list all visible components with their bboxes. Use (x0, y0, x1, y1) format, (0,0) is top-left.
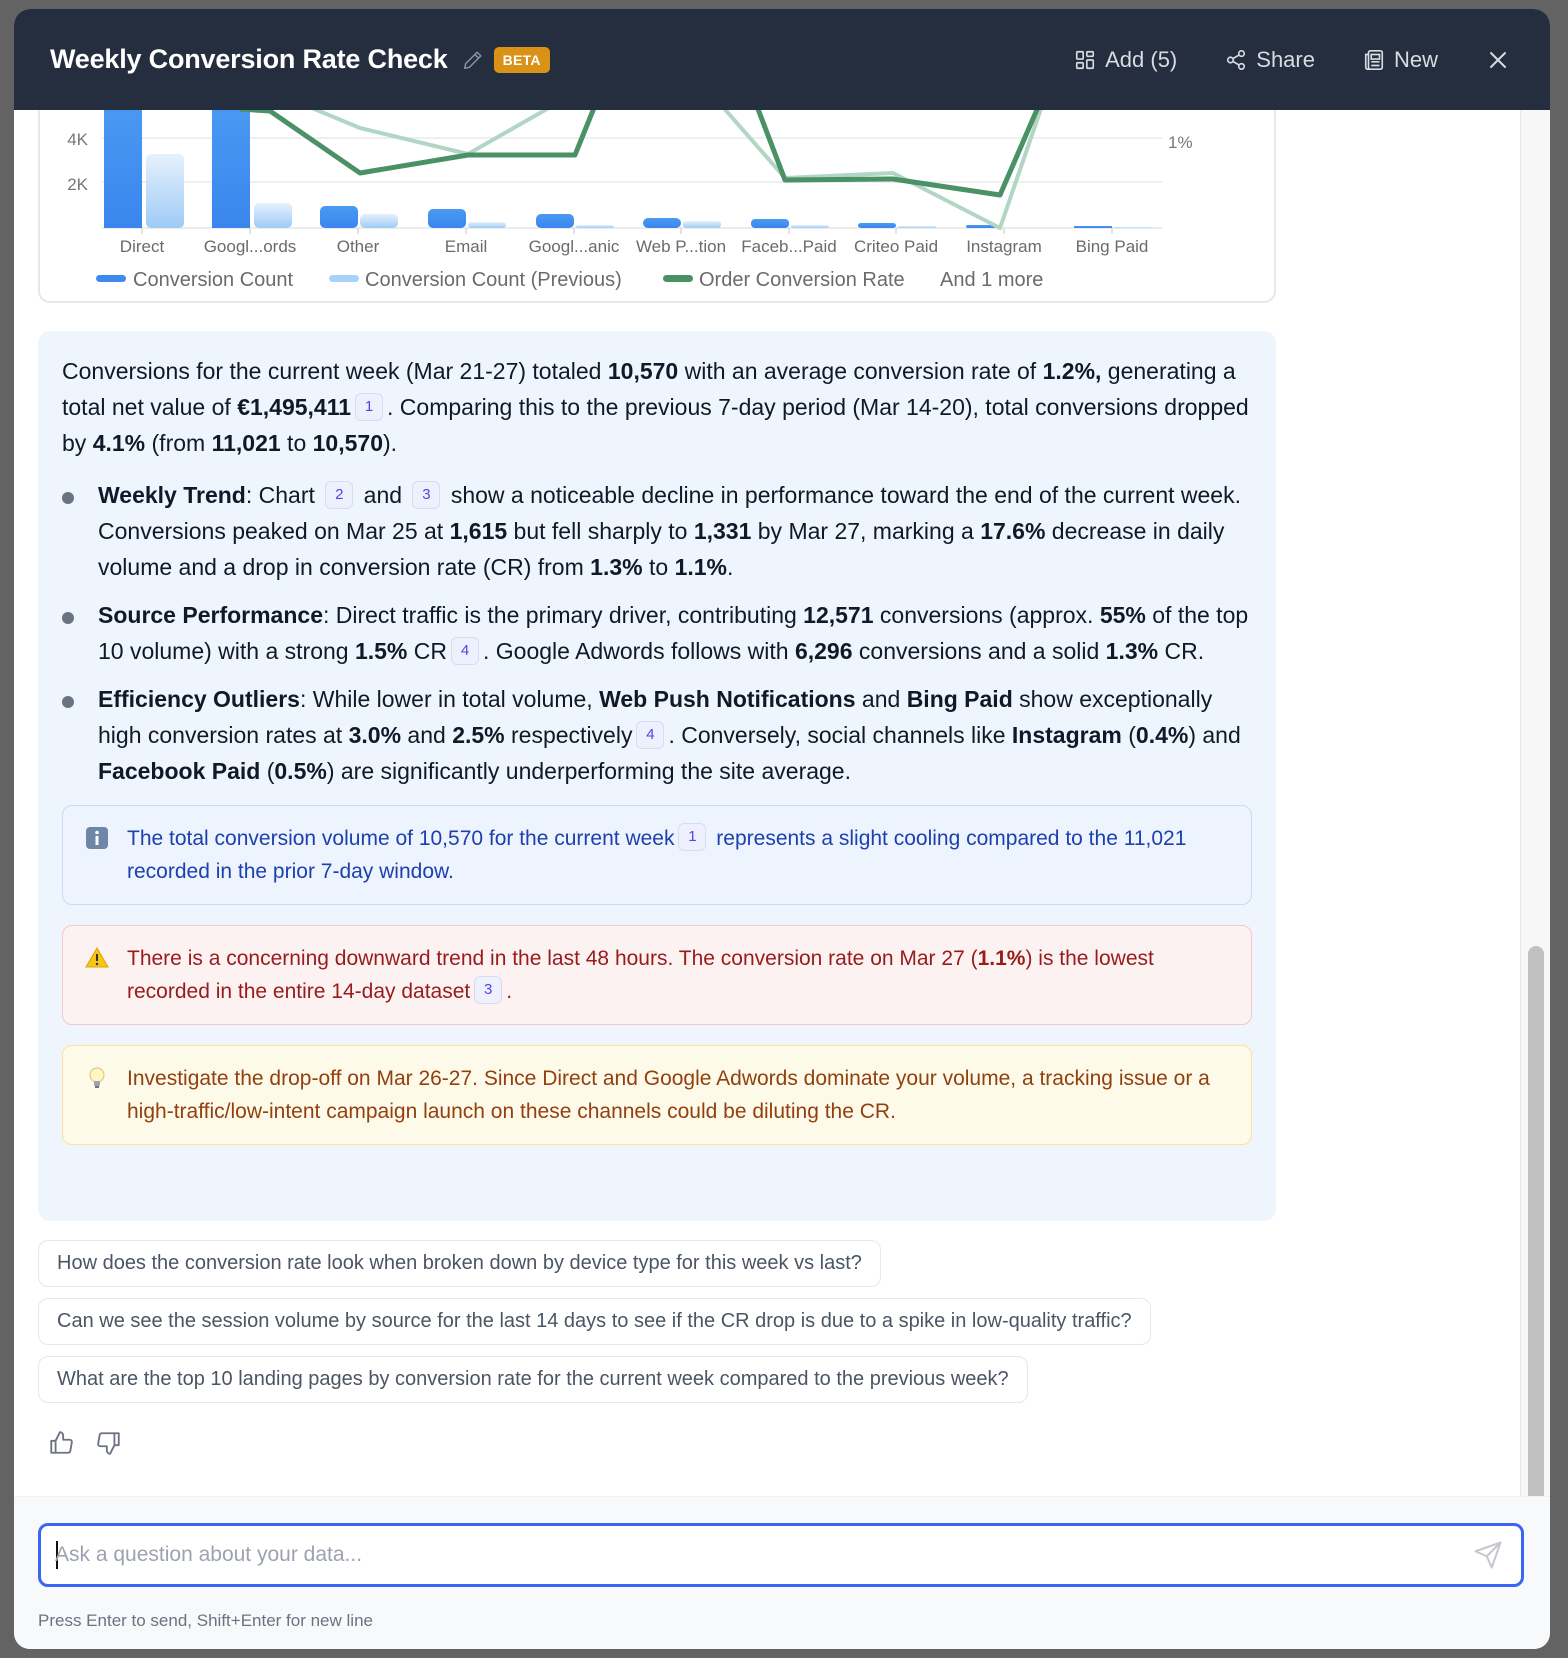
suggested-questions (38, 1240, 1151, 1403)
legend-order-conversion-rate: Order Conversion Rate (699, 269, 905, 291)
ai-summary (38, 331, 1276, 1221)
message-input-box (38, 1523, 1524, 1587)
conversion-chart (40, 110, 1276, 303)
lightbulb-icon (85, 1066, 109, 1090)
legend-conversion-count: Conversion Count (133, 269, 294, 291)
new-button-label: New (1393, 46, 1438, 72)
grid-icon (1074, 49, 1096, 71)
bullet-weekly-trend: Weekly Trend: Chart 2 and 3 show a noticeable decline in performance toward the end of the current week. Conversions peaked on Mar 25 at 1,615 but fell sharply to 1,331 by Mar 27, marking a 17.6% decrease in daily volume and a drop in conversion rate (CR) from 1.3% to 1.1%. (62, 477, 1252, 585)
series-previous-rate (240, 110, 1055, 228)
add-button-label: Add (5) (1105, 46, 1178, 72)
citation-ref[interactable]: 3 (474, 976, 502, 1004)
composer-hint: Press Enter to send, Shift+Enter for new line (38, 1611, 373, 1630)
x-label: Email (444, 237, 488, 256)
x-label: Faceb...Paid (741, 237, 837, 256)
summary-intro: Conversions for the current week (Mar 21-27) totaled 10,570 with an average conversion rate of 1.2%, generating a total net value of €1,495,411 1 . Comparing this to the previous 7-day period (Mar 14-20), total conversions dropped by 4.1% (from 11,021 to 10,570). (62, 358, 1249, 456)
thumbs-up-icon[interactable] (48, 1430, 74, 1456)
info-callout: The total conversion volume of 10,570 for the current week 1 represents a slight cooling compared to the 11,021 recorded in the prior 7-day window. (62, 805, 1252, 905)
citation-ref[interactable]: 1 (355, 393, 383, 421)
citation-ref[interactable]: 1 (678, 823, 706, 851)
newspaper-icon (1363, 49, 1385, 71)
y-tick-2k: 2K (67, 175, 88, 194)
suggestion-chip[interactable]: How does the conversion rate look when broken down by device type for this week vs last? (38, 1240, 881, 1287)
beta-badge: BETA (494, 47, 550, 73)
x-label: Googl...anic (528, 237, 620, 256)
citation-ref[interactable]: 2 (325, 481, 353, 509)
chat-modal (14, 9, 1550, 1649)
x-label: Direct (119, 237, 165, 256)
suggestion-chip[interactable]: What are the top 10 landing pages by conversion rate for the current week compared to the previous week? (38, 1356, 1028, 1403)
message-input[interactable] (55, 1526, 1435, 1584)
warning-callout: There is a concerning downward trend in the last 48 hours. The conversion rate on Mar 27 (1.1%) is the lowest recorded in the entire 14-day dataset 3 . (62, 925, 1252, 1025)
citation-ref[interactable]: 3 (412, 481, 440, 509)
scrollbar-thumb[interactable] (1528, 946, 1544, 1496)
x-label: Other (336, 237, 380, 256)
pencil-icon[interactable] (462, 49, 484, 71)
legend-more: And 1 more (940, 269, 1044, 291)
summary-bullets (62, 477, 1252, 789)
info-icon (85, 826, 109, 850)
add-button[interactable] (1074, 47, 1177, 73)
suggestion-chip[interactable]: Can we see the session volume by source for the last 14 days to see if the CR drop is due to a spike in low-quality traffic? (38, 1298, 1151, 1345)
y-tick-4k: 4K (67, 130, 88, 149)
close-icon (1486, 48, 1510, 72)
bullet-source-performance: Source Performance: Direct traffic is the primary driver, contributing 12,571 conversions (approx. 55% of the top 10 volume) with a strong 1.5% CR 4 . Google Adwords follows with 6,296 conversions and a solid 1.3% CR. (62, 597, 1252, 669)
bullet-efficiency-outliers: Efficiency Outliers: While lower in total volume, Web Push Notifications and Bing Paid show exceptionally high conversion rates at 3.0% and 2.5% respectively 4 . Conversely, social channels like Instagram (0.4%) and Facebook Paid (0.5%) are significantly underperforming the site average. (62, 681, 1252, 789)
feedback-buttons (48, 1430, 122, 1456)
y-tick-1pct: 1% (1168, 133, 1193, 152)
page-title: Weekly Conversion Rate Check (50, 44, 448, 74)
share-button-label: Share (1256, 46, 1315, 72)
x-label: Criteo Paid (853, 237, 939, 256)
new-button[interactable] (1363, 47, 1438, 73)
send-icon[interactable] (1473, 1540, 1503, 1570)
header-actions (1074, 9, 1510, 110)
legend-conversion-count-previous: Conversion Count (Previous) (365, 269, 622, 291)
warning-icon (85, 946, 109, 970)
x-label: Web P...tion (635, 237, 727, 256)
conversation-scroll-area[interactable] (14, 110, 1550, 1496)
x-label: Bing Paid (1075, 237, 1149, 256)
citation-ref[interactable]: 4 (451, 637, 479, 665)
composer-footer (14, 1496, 1550, 1649)
modal-header (14, 9, 1550, 110)
tip-callout: Investigate the drop-off on Mar 26-27. Since Direct and Google Adwords dominate your volume, a tracking issue or a high-traffic/low-intent campaign launch on these channels could be diluting the CR. (62, 1045, 1252, 1145)
share-button[interactable] (1225, 47, 1315, 73)
close-button[interactable] (1486, 48, 1510, 72)
x-label: Googl...ords (203, 237, 297, 256)
thumbs-down-icon[interactable] (96, 1430, 122, 1456)
share-icon (1225, 49, 1247, 71)
x-label: Instagram (966, 237, 1042, 256)
citation-ref[interactable]: 4 (636, 721, 664, 749)
chart-card (38, 110, 1276, 303)
